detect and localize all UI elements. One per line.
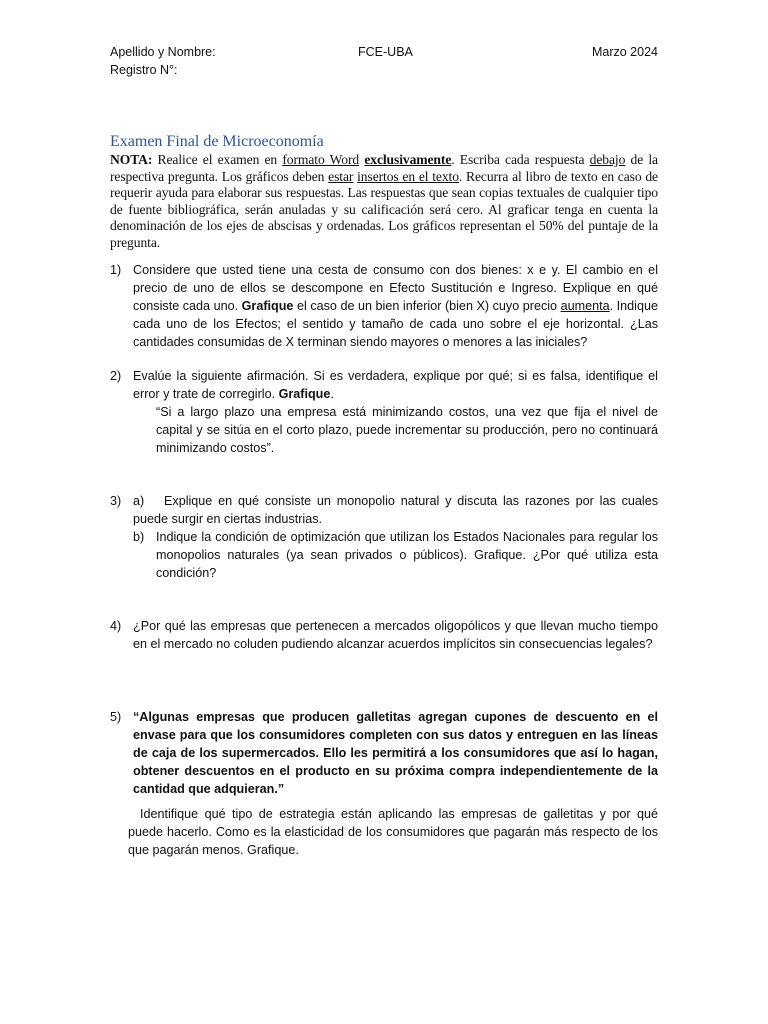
q3-a-body: Explique en qué consiste un monopolio natural y discuta las razones por las cuales puede surgir en ciertas industrias.	[133, 494, 658, 526]
nota-underline: insertos en el texto	[357, 168, 459, 184]
registro-label: Registro N°:	[110, 63, 178, 77]
nota-underline: debajo	[589, 152, 626, 167]
q1-text: . Indique cada uno de los Efectos; el sentido y tamaño de cada uno sobre el eje horizontal. ¿Las cantidades consumidas de X terminan siendo mayores o menores a las iniciales?	[133, 299, 658, 349]
q1-text: el caso de un bien inferior (bien X) cuyo precio	[293, 299, 561, 313]
q1-underline: aumenta	[560, 299, 610, 313]
nota-label: NOTA:	[110, 152, 153, 167]
nota-underline: formato Word	[282, 152, 360, 167]
institution: FCE-UBA	[358, 45, 413, 59]
nota-text: Realice el examen en	[152, 152, 283, 167]
nota-bold-underline: exclusivamente	[364, 152, 452, 167]
q3-a-label: a)	[133, 494, 145, 508]
q2-text: Evalúe la siguiente afirmación. Si es verdadera, explique por qué; si es falsa, identifique el error y trate de corregirlo.	[133, 369, 658, 401]
question-number: 5)	[110, 710, 122, 724]
question-number: 2)	[110, 369, 122, 383]
question-2	[110, 367, 658, 457]
q2-bold: Grafique	[278, 387, 331, 401]
q3-part-a	[133, 492, 658, 528]
nota-text: de la respectiva pregunta. Los gráficos deben	[110, 152, 658, 184]
q5-instructions: Identifique qué tipo de estrategia están aplicando las empresas de galletitas y por qué puede hacerlo. Como es la elasticidad de los consumidores que pagarán más respecto de los que pagarán menos. Grafique.	[128, 807, 658, 857]
q3-b-text: Indique la condición de optimización que utilizan los Estados Nacionales para regular los monopolios naturales (ya sean privados o públicos). Grafique. ¿Por qué utiliza esta condición?	[156, 530, 658, 580]
nota-text: . Recurra al libro de texto en caso de requerir ayuda para elaborar sus respuestas. Las respuestas que sean copias textuales de cualquier tipo de fuente bibliográfica, serán anuladas y su calificación será cero. Al graficar tenga en cuenta la denominación de los ejes de abscisas y ordenadas. Los gráficos representan el 50% del puntaje de la pregunta.	[110, 168, 658, 250]
nota-underline: estar	[328, 168, 354, 184]
header-left	[110, 43, 216, 79]
name-label: Apellido y Nombre:	[110, 45, 216, 59]
question-number: 3)	[110, 494, 122, 508]
question-number: 4)	[110, 619, 122, 633]
exam-date: Marzo 2024	[591, 45, 658, 59]
question-text	[133, 261, 658, 351]
q5-quote: “Algunas empresas que producen galletitas agregan cupones de descuento en el envase para que los consumidores completen con sus datos y entreguen en las líneas de caja de los supermercados. Ello les permitirá a los consumidores que así lo hagan, obtener descuentos en el producto en su próxima compra independientemente de la cantidad que adquieran.”	[133, 710, 658, 796]
nota-paragraph	[110, 152, 658, 252]
question-3	[110, 492, 658, 582]
q1-text: Considere que usted tiene una cesta de consumo con dos bienes: x e y. El cambio en el precio de uno de ellos se descompone en Efecto Sustitución e Ingreso. Explique en qué consiste cada uno.	[133, 263, 658, 313]
nota-text: . Escriba cada respuesta	[451, 152, 590, 167]
question-number: 1)	[110, 263, 122, 277]
q2-quote: “Si a largo plazo una empresa está minimizando costos, una vez que fija el nivel de capital y se sitúa en el corto plazo, puede incrementar su producción, pero no continuará minimizando costos”.	[156, 405, 658, 455]
exam-title: Examen Final de Microeconomía	[110, 133, 324, 150]
q3-part-b	[133, 528, 658, 582]
q2-text: .	[330, 387, 334, 401]
question-parts	[133, 492, 658, 582]
q1-bold: Grafique	[241, 299, 294, 313]
question-5	[110, 708, 658, 798]
question-text	[133, 367, 658, 403]
question-4	[110, 617, 658, 653]
question-1	[110, 261, 658, 351]
q3-b-label: b)	[133, 530, 145, 544]
q3-a-text	[133, 492, 658, 528]
question-text: ¿Por qué las empresas que pertenecen a mercados oligopólicos y que llevan mucho tiempo en el mercado no coluden pudiendo alcanzar acuerdos implícitos sin consecuencias legales?	[133, 619, 658, 651]
